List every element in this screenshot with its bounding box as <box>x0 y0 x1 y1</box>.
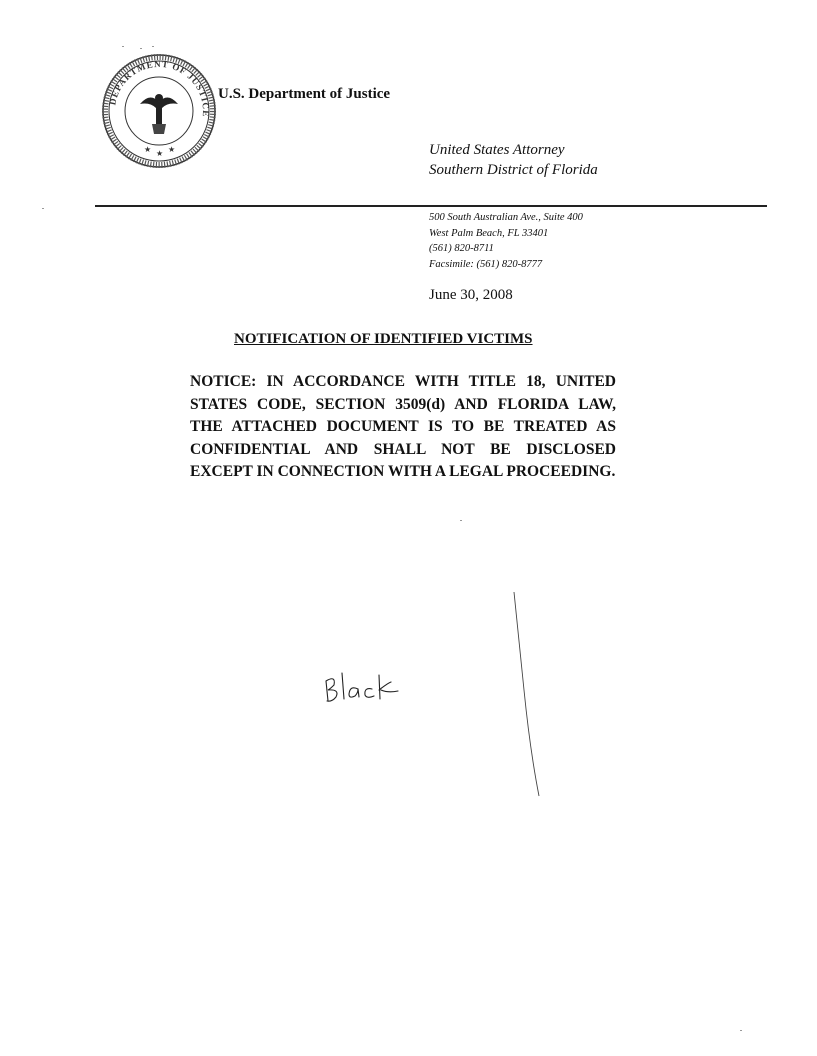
scan-speck <box>740 1030 742 1031</box>
scan-speck <box>460 520 462 521</box>
scan-speck <box>152 46 154 47</box>
handwritten-note <box>322 667 402 707</box>
address-fax: Facsimile: (561) 820-8777 <box>429 258 543 270</box>
letterhead-divider <box>95 205 767 207</box>
address-phone: (561) 820-8711 <box>429 243 494 254</box>
scan-speck <box>140 48 142 49</box>
office-title: United States Attorney <box>429 142 565 158</box>
svg-text:★: ★ <box>156 149 164 158</box>
letter-date: June 30, 2008 <box>429 287 513 303</box>
svg-text:★: ★ <box>168 145 176 154</box>
address-city: West Palm Beach, FL 33401 <box>429 227 549 239</box>
svg-text:★: ★ <box>144 145 152 154</box>
doj-seal-icon <box>100 52 218 170</box>
scan-speck <box>122 46 124 47</box>
address-block <box>429 210 583 272</box>
address-street: 500 South Australian Ave., Suite 400 <box>429 212 583 223</box>
office-district: Southern District of Florida <box>429 162 598 178</box>
scan-speck <box>42 208 44 209</box>
document-heading: NOTIFICATION OF IDENTIFIED VICTIMS <box>234 331 533 347</box>
office-block <box>429 140 598 180</box>
confidentiality-notice: NOTICE: IN ACCORDANCE WITH TITLE 18, UNITED STATES CODE, SECTION 3509(d) AND FLORIDA LAW, THE ATTACHED DOCUMENT IS TO BE TREATED AS CONFIDENTIAL AND SHALL NOT BE DISCLOSED EXCEPT IN CONNECTION WITH A LEGAL PROCEEDING. <box>190 373 616 480</box>
pen-stroke-mark <box>500 590 560 800</box>
agency-name: U.S. Department of Justice <box>218 86 391 102</box>
svg-text:DEPARTMENT OF JUSTICE: DEPARTMENT OF JUSTICE <box>107 58 212 118</box>
